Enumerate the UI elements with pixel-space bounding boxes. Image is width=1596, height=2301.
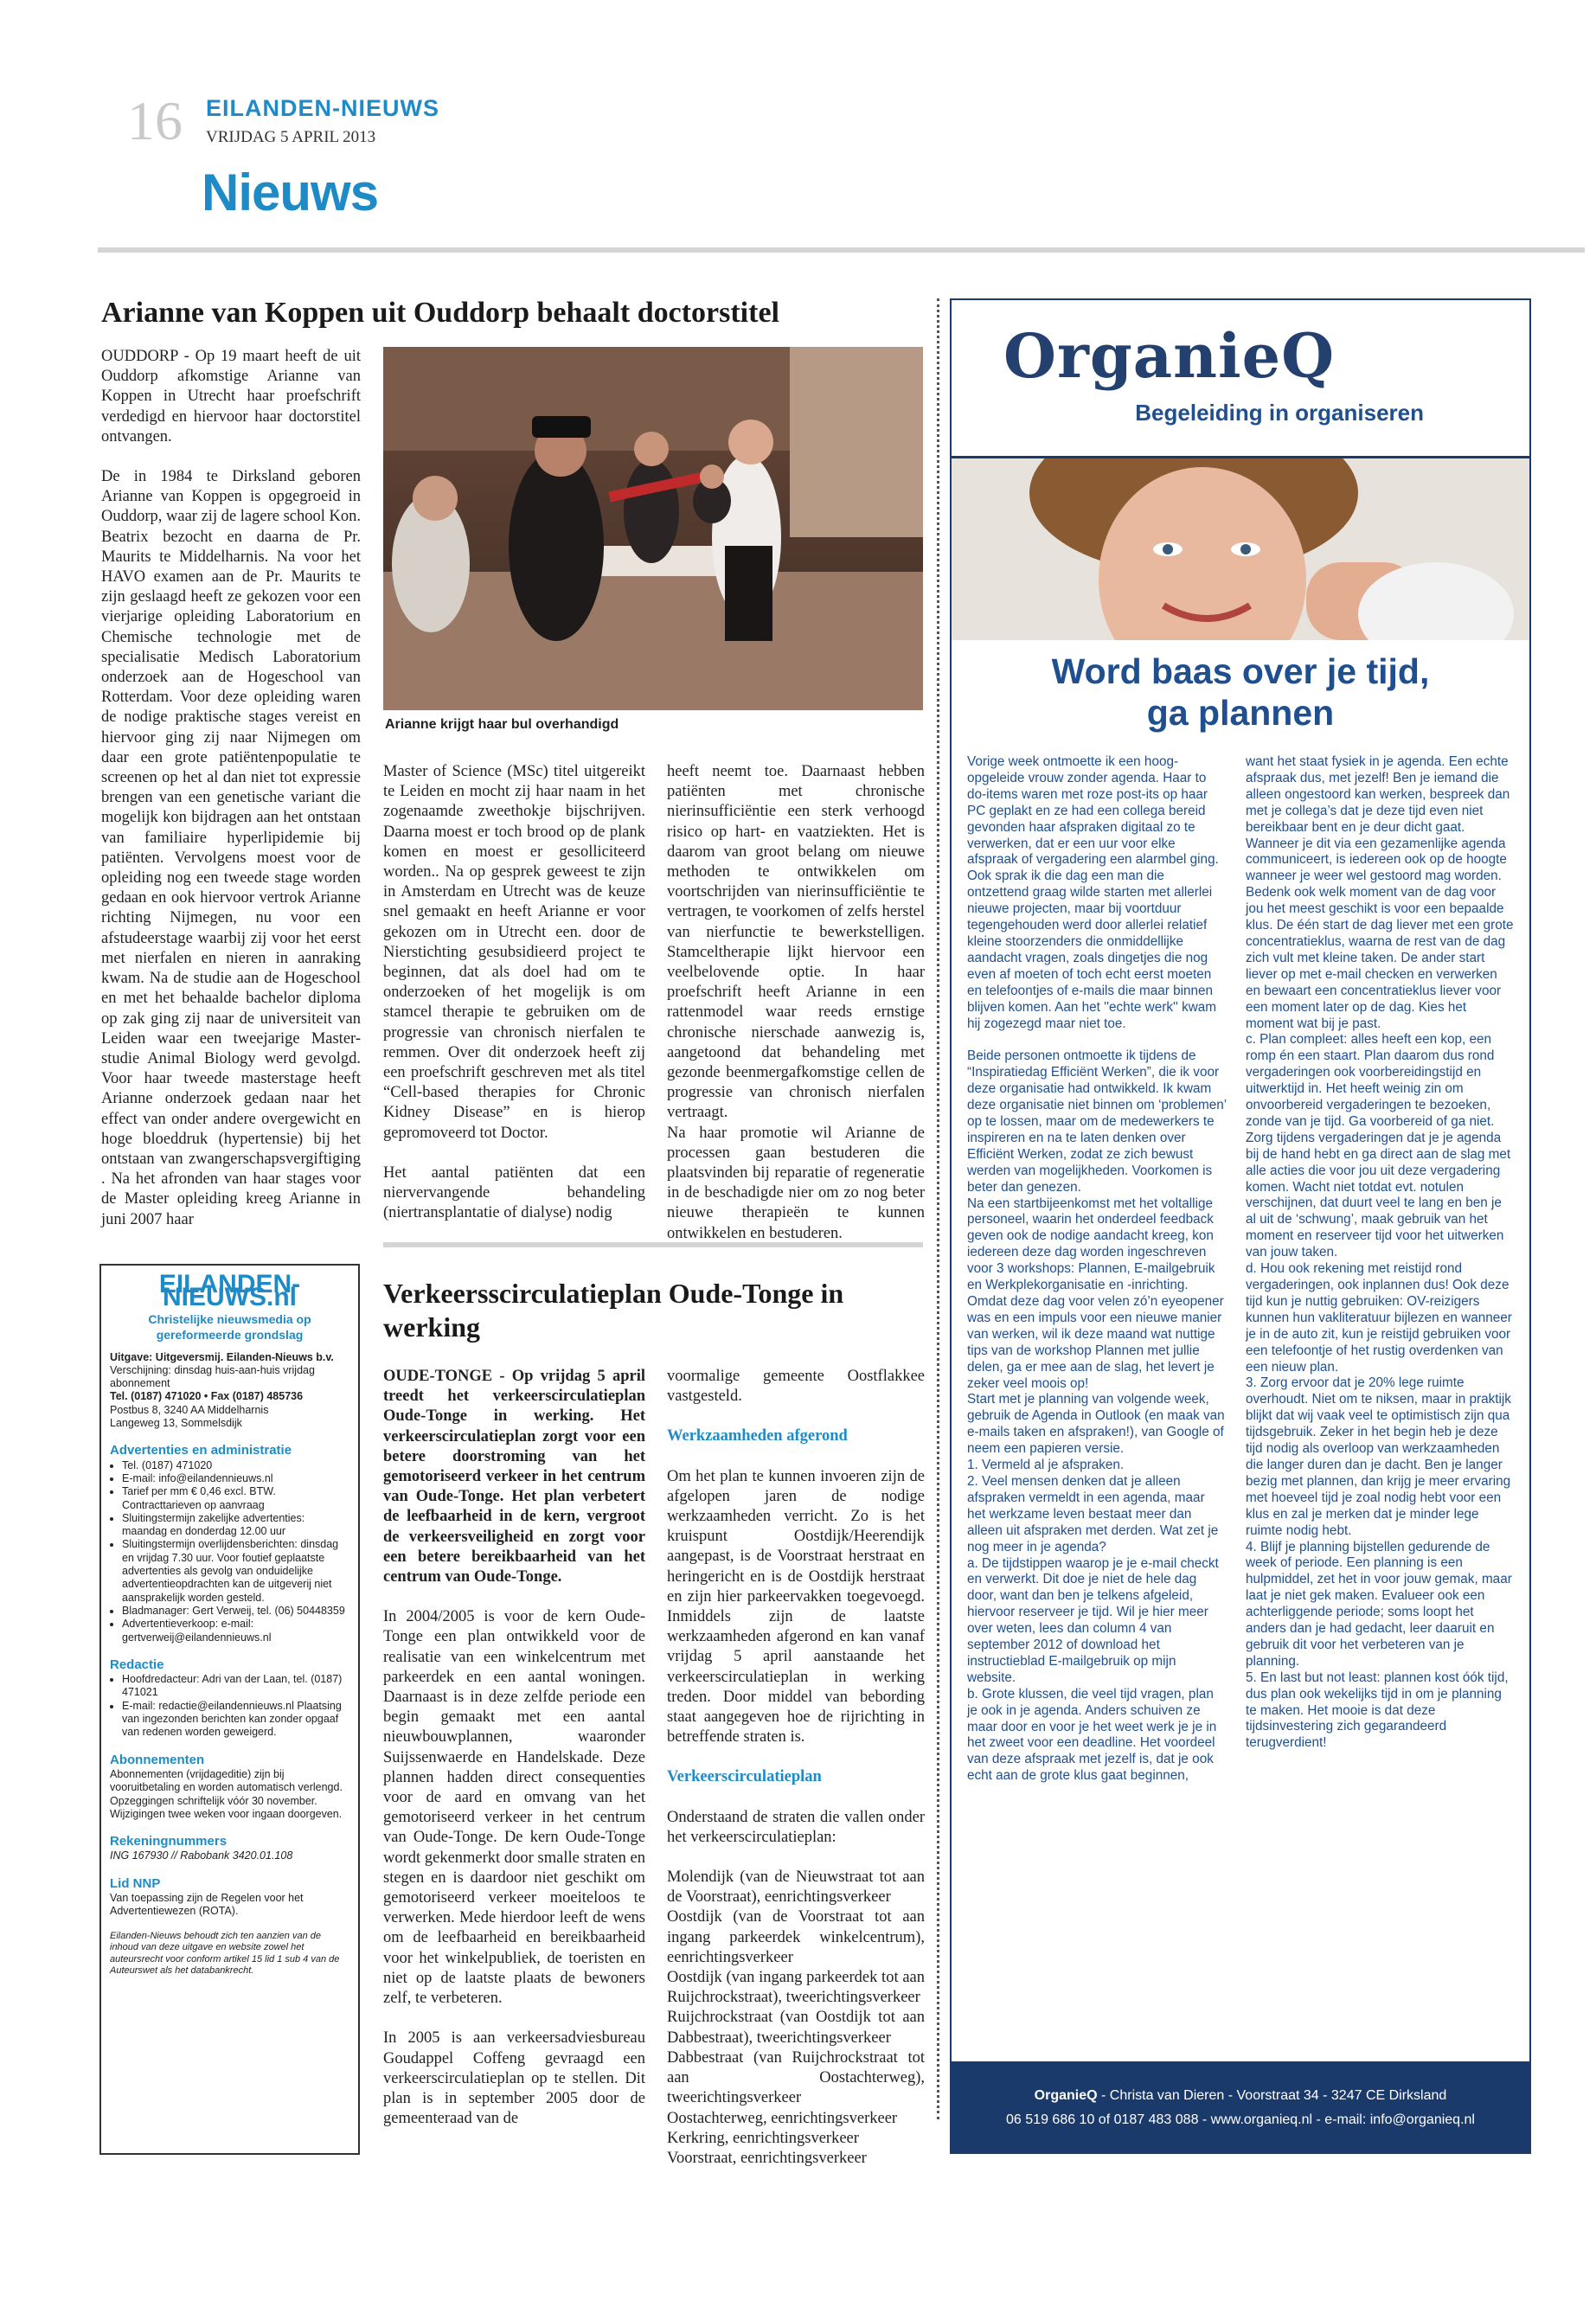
article2-paragraph: Onderstaand de straten die vallen onder het verkeerscirculatieplan: [667, 1808, 925, 1846]
ad-column-2 [1246, 754, 1516, 1768]
ad-paragraph: Bedenk ook welk moment van de dag voor jou het meest geschikt is voor een bepaalde klus. De één start de dag liever met een grote concentratieklus, waarna de rest van de dag zich vult met kleine taken. De ander start liever op met e-mail checken en verwerken en bewaart een concentratieklus liever voor een moment later op de dag. Kies het moment wat bij je past. [1246, 885, 1514, 1031]
article2-paragraph: In 2004/2005 is voor de kern Oude-Tonge een plan ontwikkeld voor de realisatie van een winkelcentrum met parkeerdek en een aantal woningen. Daarnaast is in deze zelfde periode een begin gemaakt met een aantal nieuwbouwplannen, waaronder Suijssenwaerde en Handelskade. Deze plannen hadden direct consequenties voor de aard en omvang van het gemotoriseerd verkeer in het centrum van Oude-Tonge. De kern Oude-Tonge wordt gekenmerkt door smalle straten en stegen en is daardoor niet geschikt om gemotoriseerd verkeer moeiteloos te verwerken. Mede hierdoor leeft de wens om de leefbaarheid en bereikbaarheid voor het winkelpubliek, de toeristen en niet op de laatste plaats de bewoners zelf, te verbeteren. [383, 1608, 645, 2008]
section-title: Nieuws [202, 163, 379, 221]
colophon-heading: Advertenties en administratie [110, 1443, 292, 1458]
colophon-list-item: • E-mail: info@eilandennieuws.nl [122, 1472, 349, 1485]
top-divider [98, 247, 1585, 253]
article2-paragraph: voormalige gemeente Oostflakkee vastgesteld. [667, 1368, 925, 1406]
article-headline: Arianne van Koppen uit Ouddorp behaalt doctorstitel [101, 297, 779, 329]
ad-footer-brand: OrganieQ [1034, 2088, 1098, 2103]
article2-subhead: Werkzaamheden afgerond [667, 1427, 848, 1445]
street-item: Oostdijk (van ingang parkeerdek tot aan Ruijchrockstraat), tweerichtingsverkeer [667, 1969, 925, 2007]
colophon-verschijning: Verschijning: dinsdag huis-aan-huis vrijdag abonnement [110, 1363, 315, 1390]
colophon-heading: Redactie [110, 1657, 164, 1672]
article2-paragraph: Om het plan te kunnen invoeren zijn de afgelopen jaren de nodige werkzaamheden verricht. Zo is het kruispunt Oostdijk/Heerendijk aangepast, is de Voorstraat herstraat en heringericht en is de Oostdijk herstraat en zijn hier parkeervakken toegevoegd. Inmiddels zijn de laatste werkzaamheden afgerond en kan vanaf vrijdag 5 april aanstaande het verkeerscirculatieplan in werking treden. Door middel van bebording staat aangegeven hoe de rijrichting in betreffende straten is. [667, 1467, 925, 1747]
street-item: Oostdijk (van de Voorstraat tot aan ingang parkeerdek winkelcentrum), eenrichtingsverkeer [667, 1908, 925, 1966]
paper-logo: EILANDEN-NIEUWS [206, 95, 439, 121]
article-paragraph: De in 1984 te Dirksland geboren Arianne van Koppen is opgegroeid in Ouddorp, waar zij de lagere school Kon. Beatrix bezocht en daarna de Pr. Maurits te Middelharnis. Na voor het HAVO examen aan de Pr. Maurits te zijn geslaagd heeft ze gekozen voor een vierjarige opleiding Laboratorium en Chemische technologie met de specialisatie Medisch Laboratorium onderzoek aan de Hogeschool van Rotterdam. Voor deze opleiding waren de nodige praktische stages vereist en hiervoor ging zij naar Nijmegen om daar een grote patiëntenpopulatie te screenen op het al dan niet tot expressie brengen van een genetische variant die mogelijk kon bijdragen aan het ontstaan van familiaire hyperlipidemie bij patiënten. Vervolgens moest voor de opleiding nog een tweede stage worden gedaan en ook hiervoor vertrok Arianne richting Nijmegen, nu voor een afstudeerstage waarbij zij voor het eerst met nierfalen en nieren in aanraking kwam. Na de studie aan de Hogeschool en met het behaalde bachelor diploma op zak ging zij naar de universiteit van Leiden waar een tweejarige Master-studie Animal Biology werd gevolgd. Voor haar tweede masterstage heeft Arianne onderzoek gedaan naar het effect van onder andere overgewicht en hoge bloeddruk (hypertensie) bij het ontstaan van zwangerschapsvergiftiging . Na het afronden van haar stages voor de Master opleiding kreeg Arianne in juni 2007 haar [101, 468, 362, 1228]
colophon-list-item: • Sluitingstermijn overlijdensberichten: dinsdag en vrijdag 7.30 uur. Voor foutief geplaatste advertenties als gevolg van onduidelijke advertentieopdrachten kan de uitgeverij niet aansprakelijk worden gesteld. [122, 1538, 349, 1604]
colophon-text: Van toepassing zijn de Regelen voor het Advertentiewezen (ROTA). [110, 1891, 304, 1918]
colophon-heading: Abonnementen [110, 1752, 205, 1767]
street-item: Dabbestraat (van Ruijchrockstraat tot aan Oostachterweg), tweerichtingsverkeer [667, 2048, 925, 2107]
article-column-1 [101, 347, 361, 1250]
colophon-list-item: • Tarief per mm € 0,46 excl. BTW. Contracttarieven op aanvraag [122, 1485, 349, 1512]
colophon-list [110, 1459, 349, 1644]
ad-paragraph: d. Hou ook rekening met reistijd rond vergaderingen, ook inplannen dus! Ook deze tijd kun je nuttig gebruiken: OV-reizigers kunnen hun vakliteratuur bijlezen en wanneer je in de auto zit, kun je reistijd gebruiken voor een telefoontje of het rustig overdenken van een nieuw plan. [1246, 1261, 1512, 1375]
ad-paragraph: want het staat fysiek in je agenda. Een echte afspraak dus, met jezelf! Ben je iemand die alleen ongestoord kan werken, bespreek dan met je collega’s dat je deze tijd even niet bereikbaar bent en je deur dicht gaat. Wanneer je dit via een gezamenlijke agenda communiceert, is iedereen ook op de hoogte wanneer je weer wel gestoord mag worden. [1246, 754, 1510, 884]
colophon-heading: Rekeningnummers [110, 1834, 228, 1849]
colophon-adres: Langeweg 13, Sommelsdijk [110, 1417, 242, 1430]
colophon-tagline: Christelijke nieuwsmedia op gereformeerde grondslag [148, 1311, 311, 1342]
article-paragraph: Het aantal patiënten dat een niervervangende behandeling (niertransplantatie of dialyse) nodig [383, 1163, 645, 1222]
colophon-text: ING 167930 // Rabobank 3420.01.108 [110, 1849, 293, 1862]
ad-paragraph: Beide personen ontmoette ik tijdens de “Inspiratiedag Efficiënt Werken”, die ik voor deze organisatie had ontwikkeld. Ik kwam deze organisatie niet binnen om ‘problemen’ op te lossen, maar om de medewerkers te inspireren en na te laten denken over Efficiënt Werken, zodat ze zich bewust werden van mogelijkheden. Voorkomen is beter dan genezen. [967, 1048, 1227, 1195]
ad-paragraph: Start met je planning van volgende week, gebruik de Agenda in Outlook (en maak van e-mails taken en afspraken!), van Google of neem een papieren versie. [967, 1392, 1225, 1457]
ad-paragraph: 2. Veel mensen denken dat je alleen afspraken vermeldt in een agenda, maar het werkzame leven bestaat meer dan alleen uit afspraken met derden. Wat zet je nog meer in je agenda? [967, 1473, 1219, 1554]
portrait-photo [952, 458, 1529, 640]
ad-title-line: Word baas over je tijd, [1051, 651, 1430, 691]
article-column-3 [667, 762, 925, 1264]
ad-paragraph: b. Grote klussen, die veel tijd vragen, plan je ook in je agenda. Anders schuiven ze maar door en voor je het weet werk je je in het zweet voor een deadline. Het voordeel van deze afspraak met jezelf is, dat je ook echt aan de grote klus gaat beginnen, [967, 1686, 1217, 1784]
colophon-logo: EILANDEN-NIEUWS.nl [158, 1270, 301, 1312]
article2-paragraph: In 2005 is aan verkeersadviesbureau Goudappel Coffeng gevraagd een verkeerscirculatieplan op te stellen. Dit plan is in september 2005 door de gemeenteraad van de [383, 2029, 645, 2128]
article2-lead: OUDE-TONGE - Op vrijdag 5 april treedt het verkeerscirculatieplan Oude-Tonge in werking. Het verkeerscirculatieplan zorgt voor een betere doorstroming van het gemotoriseerd verkeer in het centrum van Oude-Tonge. Het plan verbetert de leefbaarheid in de kern, vergroot de verkeersveiligheid en zorgt voor een betere bereikbaarheid van het centrum van Oude-Tonge. [383, 1368, 645, 1586]
street-list [667, 1868, 925, 2169]
colophon-text: Abonnementen (vrijdageditie) zijn bij vooruitbetaling en worden automatisch verlengd. Opzeggingen schriftelijk vóór 30 november. Wijzigingen twee weken voor ingaan doorgeven. [110, 1767, 343, 1820]
ad-title [952, 651, 1529, 734]
colophon-list-item: • Hoofdredacteur: Adri van der Laan, tel. (0187) 471021 [122, 1673, 349, 1700]
portrait-illustration [952, 458, 1529, 640]
street-item: Voorstraat, eenrichtingsverkeer [667, 2149, 867, 2167]
ad-footer-address: - Christa van Dieren - Voorstraat 34 - 3247 CE Dirksland [1097, 2088, 1447, 2103]
ad-footer-contact: 06 519 686 10 of 0187 483 088 - www.organieq.nl - e-mail: info@organieq.nl [1006, 2112, 1475, 2127]
colophon-heading: Lid NNP [110, 1875, 161, 1891]
photo-illustration [383, 347, 923, 710]
ad-paragraph: 5. En last but not least: plannen kost óók tijd, dus plan ook wekelijks tijd in om je planning te maken. Het mooie is dat deze tijdsinvestering zich gegarandeerd terugverdient! [1246, 1670, 1509, 1751]
colophon-list-item: • Bladmanager: Gert Verweij, tel. (06) 50448359 [122, 1605, 349, 1618]
article-paragraph: OUDDORP - Op 19 maart heeft de uit Ouddorp afkomstige Arianne van Koppen in Utrecht haar proefschrift verdedigd en hiervoor haar doctorstitel ontvangen. [101, 348, 361, 445]
article2-subhead: Verkeerscirculatieplan [667, 1768, 822, 1786]
colophon-list-item: • Advertentieverkoop: e-mail: gertverweij@eilandennieuws.nl [122, 1618, 349, 1644]
article-paragraph: heeft neemt toe. Daarnaast hebben patiënten met chronische nierinsufficiëntie een sterk verhoogd risico op hart- en vaatziekten. Het is daarom van groot belang om nieuwe methoden te ontwikkelen om voortschrijden van nierinsufficiëntie te vertragen, te voorkomen of zelfs herstel van nierfunctie te bewerkstelligen. Stamceltherapie lijkt hiervoor een veelbelovende optie. In haar proefschrift heeft Arianne in een rattenmodel waar reeds ernstige chronische nierschade aanwezig is, aangetoond dat behandeling met gezonde beenmergafkomstige cellen de progressie van chronisch nierfalen vertraagt. [667, 763, 925, 1122]
page-number: 16 [127, 90, 183, 151]
colophon-list-item: • Sluitingstermijn zakelijke advertenties: maandag en donderdag 12.00 uur [122, 1512, 349, 1539]
ad-paragraph: a. De tijdstippen waarop je je e-mail checkt en verwerkt. Dit doe je niet de hele dag door, want dan ben je telkens afgeleid, hiervoor reserveer je tijd. Wil je hier meer over weten, lees dan column 4 van september 2012 of download het instructieblad E-mailgebruik op mijn website. [967, 1555, 1219, 1685]
issue-date: VRIJDAG 5 APRIL 2013 [206, 128, 376, 146]
street-item: Oostachterweg, eenrichtingsverkeer [667, 2109, 898, 2127]
ad-paragraph: Na een startbijeenkomst met het voltallige personeel, waarin het onderdeel feedback geven ook de nodige aandacht kreeg, kon iedereen deze dag worden ingeschreven voor 3 workshops: Plannen, E-mailgebruik en Werkplekorganisatie en -inrichting. Omdat deze dag voor velen zó’n eyeopener was en een impuls voor een nieuwe manier van werken, wil ik deze maand wat nuttige tips van de workshop Plannen met jullie delen, ga er mee aan de slag, het levert je zeker veel moois op! [967, 1195, 1224, 1391]
ad-paragraph: Vorige week ontmoette ik een hoog-opgeleide vrouw zonder agenda. Haar to do-items waren met roze post-its op haar PC geplakt en ze had een collega bereid gevonden haar afspraken digitaal zo te verwerken, dat er een uur voor elke afspraak of vergadering een alarmbel ging. Ook sprak ik die dag een man die ontzettend graag wilde starten met allerlei nieuwe projecten, maar bij voortduur tegengehouden werd door allerlei relatief kleine stoorzenders die onmiddellijke aandacht vragen, zoals dingetjes die nog even af moeten of toch echt eerst moeten en telefoontjes of e-mails die maar binnen blijven komen. Aan het ''echte werk'' kwam hij zogezegd maar niet toe. [967, 754, 1219, 1031]
column-separator [937, 298, 939, 2119]
article2-column-1 [383, 1367, 645, 2149]
photo-caption: Arianne krijgt haar bul overhandigd [385, 717, 619, 732]
organieq-tagline: Begeleiding in organiseren [1135, 400, 1424, 426]
colophon-postbus: Postbus 8, 3240 AA Middelharnis [110, 1403, 269, 1416]
ad-paragraph: 3. Zorg ervoor dat je 20% lege ruimte overhoudt. Niet om te niksen, maar in praktijk blijkt dat wij vaak veel te optimistisch zijn qua tijdsgebruik. Zeker in het begin heb je deze tijd nodig als overloop van werkzaamheden die langer duren dan je dacht. Ben je langer bezig met plannen, dan krijg je meer ervaring met hoeveel tijd je zoal nodig hebt voor een klus en zal je merken dat je minder lege ruimte nodig hebt. [1246, 1375, 1511, 1538]
colophon-list-item: • Tel. (0187) 471020 [122, 1459, 349, 1472]
colophon-uitgave: Uitgave: Uitgeversmij. Eilanden-Nieuws b.v. [110, 1350, 334, 1363]
graduation-photo [383, 347, 923, 710]
colophon-box [99, 1264, 360, 2155]
article-paragraph: Master of Science (MSc) titel uitgereikt te Leiden en mocht zij haar naam in het zogenaamde zweethokje bijschrijven. Daarna moest er toch brood op de plank komen en moest er gesolliciteerd worden.. Na op gesprek geweest te zijn in Amsterdam en Utrecht was de keuze snel gemaakt en heeft Arianne er voor gekozen om in Utrecht een. door de Nierstichting gesubsidieerd project te beginnen, dat als doel had om te onderzoeken of het mogelijk is om stamcel therapie te gebruiken om de progressie van chronisch nierfalen te remmen. Over dit onderzoek heeft zij een proefschrift geschreven met als titel “Cell-based therapies for Chronic Kidney Disease” en is hierop gepromoveerd tot Doctor. [383, 763, 645, 1142]
ad-column-1 [967, 754, 1227, 1801]
colophon-tel: Tel. (0187) 471020 • Fax (0187) 485736 [110, 1390, 304, 1403]
ad-title-line: ga plannen [1146, 693, 1335, 733]
ad-footer [952, 2061, 1529, 2152]
article2-column-2 [667, 1367, 925, 2169]
mid-divider [383, 1242, 923, 1247]
ad-paragraph: 1. Vermeld al je afspraken. [967, 1458, 1125, 1473]
organieq-logo: OrganieQ [1003, 320, 1336, 392]
ad-paragraph: 4. Blijf je planning bijstellen gedurende de week of periode. Een planning is een hulpmiddel, zet het in voor jouw gemak, maar laat je niet gek maken. Evalueer ook een achterliggende periode; soms loopt het anders dan je had gedacht, leer daaruit en gebruik dit voor het verbeteren van je planning. [1246, 1539, 1512, 1669]
article-column-2 [383, 762, 645, 1243]
street-item: Kerkring, eenrichtingsverkeer [667, 2129, 859, 2147]
article-paragraph: Na haar promotie wil Arianne de processen gaan bestuderen die plaatsvinden bij reparatie of regeneratie in de beschadigde nier om zo nog beter nieuwe therapieën te kunnen ontwikkelen en bestuderen. [667, 1124, 925, 1242]
colophon-list [110, 1673, 349, 1739]
street-item: Ruijchrockstraat (van Oostdijk tot aan Dabbestraat), tweerichtingsverkeer [667, 2009, 925, 2047]
ad-paragraph: c. Plan compleet: alles heeft een kop, een romp én een staart. Plan daarom dus rond vergaderingen ook voorbereidingstijd en uitwerktijd in. Het heeft weinig zin om onvoorbereid vergaderingen te bezoeken, zonde van je tijd. Ga voorbereid of ga niet. Zorg tijdens vergaderingen dat je je agenda bij de hand hebt en ga direct aan de slag met alle acties die voor jou uit deze vergadering komen. Wacht niet totdat evt. notulen verschijnen, dat duurt veel te lang en ben je al uit de ‘schwung’, maak gebruik van het moment en reserveer tijd voor het uitwerken van jouw taken. [1246, 1032, 1511, 1260]
colophon-disclaimer: Eilanden-Nieuws behoudt zich ten aanzien van de inhoud van deze uitgave en website zowel het auteursrecht voor conform artikel 15 lid 1 sub 4 van de Auteurswet als het databankrecht. [110, 1930, 340, 1977]
article2-headline: Verkeersscirculatieplan Oude-Tonge in werking [383, 1278, 844, 1343]
colophon-list-item: • E-mail: redactie@eilandennieuws.nl Plaatsing van ingezonden berichten kan zonder opgaaf van redenen worden geweigerd. [122, 1700, 349, 1740]
street-item: Molendijk (van de Nieuwstraat tot aan de Voorstraat), eenrichtingsverkeer [667, 1868, 925, 1907]
ad-footer-line [952, 2084, 1529, 2108]
